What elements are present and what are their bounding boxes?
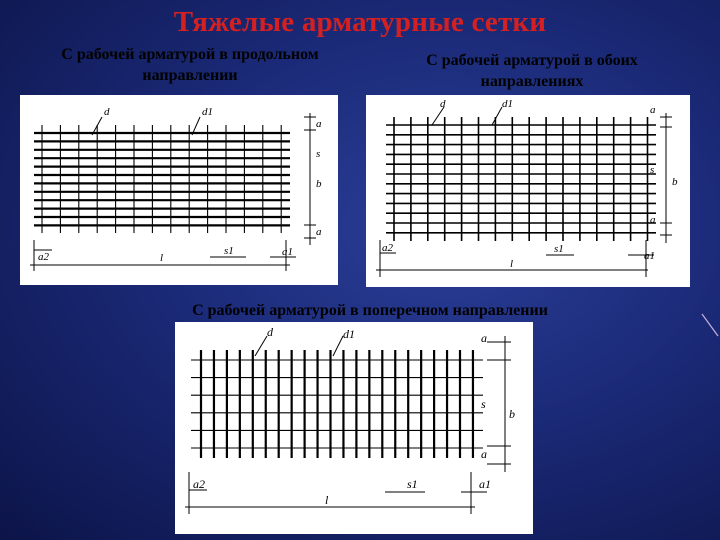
dimension-lines xyxy=(376,107,672,277)
mesh-diagram-both-directions xyxy=(366,95,690,287)
label-l: l xyxy=(325,493,329,507)
label-a2: a2 xyxy=(382,242,393,254)
mesh-svg-longitudinal xyxy=(20,95,338,285)
dimension-lines xyxy=(185,336,511,514)
label-a: a xyxy=(481,331,487,345)
label-d: d xyxy=(440,98,446,110)
label-d: d xyxy=(104,106,110,118)
label-s1: s1 xyxy=(407,477,418,491)
label-b: b xyxy=(509,407,515,421)
mesh-diagram-transverse xyxy=(175,322,533,534)
label-a2: a2 xyxy=(193,477,205,491)
caption-longitudinal: С рабочей арматурой в продольном направлении xyxy=(61,46,319,84)
label-d1: d1 xyxy=(343,327,355,341)
label-l: l xyxy=(160,252,164,264)
label-a: a xyxy=(316,118,322,130)
label-a1: a1 xyxy=(282,246,293,258)
label-a-bottom: a xyxy=(650,214,656,226)
mesh-svg-transverse xyxy=(175,322,533,534)
mesh-svg-both-directions xyxy=(366,95,690,287)
label-b: b xyxy=(672,176,678,188)
label-d: d xyxy=(267,325,273,339)
label-a2: a2 xyxy=(38,251,49,263)
label-s1: s1 xyxy=(224,245,234,257)
label-s: s xyxy=(481,397,486,411)
mesh-diagram-longitudinal xyxy=(20,95,338,285)
label-b: b xyxy=(316,178,322,190)
label-a: a xyxy=(650,104,656,116)
decorative-stroke xyxy=(700,310,720,340)
label-a-bottom: a xyxy=(481,447,487,461)
mesh-grid xyxy=(191,350,483,458)
mesh-grid xyxy=(34,125,290,233)
label-s: s xyxy=(650,164,655,176)
label-s: s xyxy=(316,148,321,160)
label-a1: a1 xyxy=(644,250,655,262)
label-d1: d1 xyxy=(502,98,513,110)
label-a-bottom: a xyxy=(316,226,322,238)
caption-transverse: С рабочей арматурой в поперечном направлении xyxy=(192,302,548,319)
label-a1: a1 xyxy=(479,477,491,491)
label-l: l xyxy=(510,258,514,270)
slide-title: Тяжелые арматурные сетки xyxy=(173,6,547,38)
label-d1: d1 xyxy=(202,106,213,118)
caption-both-directions: С рабочей арматурой в обоих направлениях xyxy=(426,52,638,90)
mesh-grid xyxy=(386,117,656,241)
label-s1: s1 xyxy=(554,243,564,255)
